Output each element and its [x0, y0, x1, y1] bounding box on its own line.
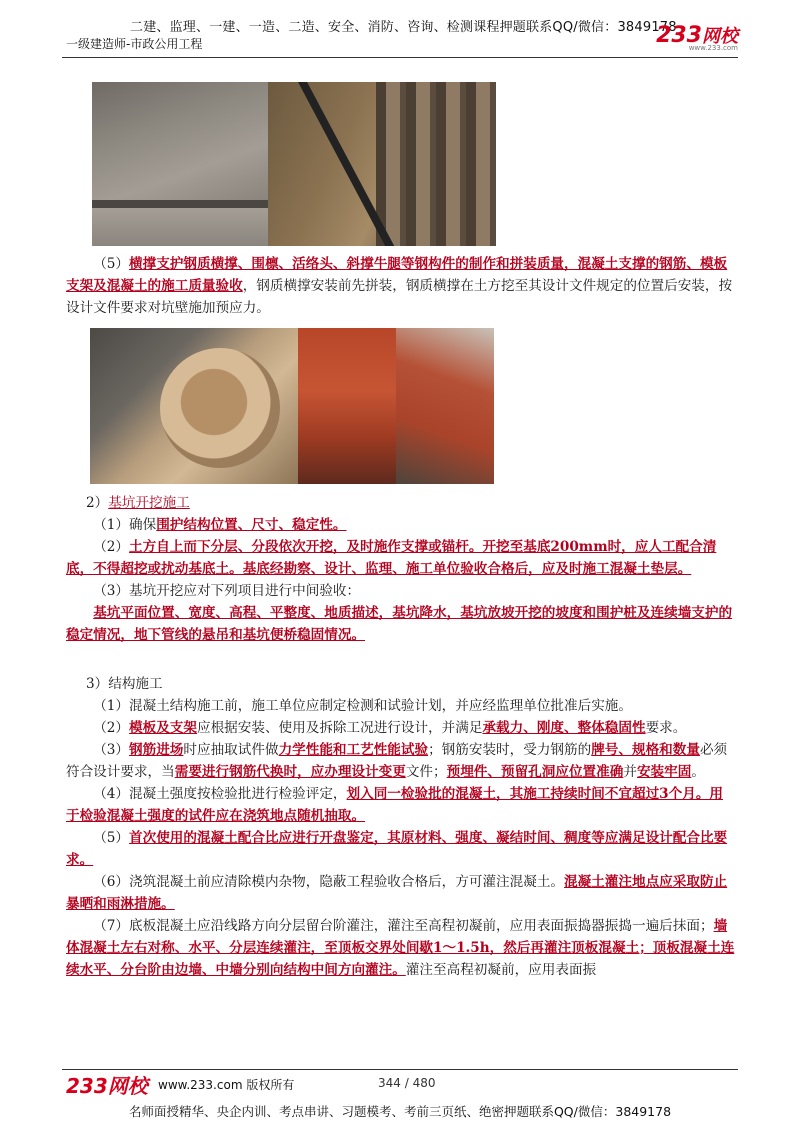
section-structure: [66, 673, 736, 981]
footer-copyright: www.233.com 版权所有: [158, 1078, 295, 1092]
header-top-line: 二建、监理、一建、一造、二造、安全、消防、咨询、检测课程押题联系QQ/微信：3849178: [130, 20, 677, 35]
logo-number: 233: [656, 23, 702, 48]
footer-logo: 233网校: [66, 1074, 148, 1098]
photo-pile-trench: [268, 82, 496, 246]
section-excavation: [66, 492, 736, 646]
list-item: （5）首次使用的混凝土配合比应进行开盘鉴定，其原材料、强度、凝结时间、稠度等应满足设计配合比要求。: [66, 830, 728, 868]
list-item: （2）土方自上而下分层、分段依次开挖，及时施作支撑或锚杆。开挖至基底200mm时，应人工配合清底，不得超挖或扰动基底土。基底经勘察、设计、监理、施工单位验收合格后，应及时施工混凝土垫层。: [66, 539, 717, 577]
header-divider: [62, 57, 738, 58]
footer-divider: [62, 1069, 738, 1070]
list-item: （1）确保围护结构位置、尺寸、稳定性。: [93, 517, 347, 533]
list-item: （3）基坑开挖应对下列项目进行中间验收：: [93, 583, 361, 599]
section-heading: 2）基坑开挖施工: [86, 495, 190, 511]
header-subtitle: 一级建造师-市政公用工程: [66, 37, 203, 51]
highlight-text: 横撑支护钢质横撑、围檩、活络头、斜撑牛腿等钢构件的制作和拼装质量，混凝土支撑的钢筋、模板支架及混凝土的施工质量验收: [66, 256, 728, 294]
photo-pipe-strut: [90, 328, 298, 484]
list-item: 基坑平面位置、宽度、高程、平整度、地质描述，基坑降水，基坑放坡开挖的坡度和围护桩及连续墙支护的稳定情况，地下管线的悬吊和基坑便桥稳固情况。: [66, 605, 733, 643]
footer-promo: 名师面授精华、央企内训、考点串讲、习题模考、考前三页纸、绝密押题联系QQ/微信：3849178: [128, 1104, 672, 1119]
logo-url: www.233.com: [688, 44, 738, 52]
section-heading: 3）结构施工: [86, 676, 163, 692]
logo-text: 网校: [702, 26, 738, 47]
list-item: （2）模板及支架应根据安装、使用及拆除工况进行设计，并满足承载力、刚度、整体稳固性要求。: [93, 720, 687, 736]
list-item: （4）混凝土强度按检验批进行检验评定，划入同一检验批的混凝土，其施工持续时间不宜超过3个月。用于检验混凝土强度的试件应在浇筑地点随机抽取。: [66, 786, 724, 824]
list-item: （6）浇筑混凝土前应清除模内杂物，隐蔽工程验收合格后，方可灌注混凝土。混凝土灌注地点应采取防止暴晒和雨淋措施。: [66, 874, 728, 912]
photo-steel-strut-1: [298, 328, 396, 484]
list-item: （3）钢筋进场时应抽取试件做力学性能和工艺性能试验；钢筋安装时，受力钢筋的牌号、规格和数量必须符合设计要求，当需要进行钢筋代换时，应办理设计变更文件；预埋件、预留孔洞应位置准确并安装牢固。: [66, 742, 728, 780]
list-item: （1）混凝土结构施工前，施工单位应制定检测和试验计划，并应经监理单位批准后实施。: [93, 698, 632, 714]
list-item: （7）底板混凝土应沿线路方向分层留台阶灌注，灌注至高程初凝前，应用表面振捣器振捣一遍后抹面；墙体混凝土左右对称、水平、分层连续灌注，至顶板交界处间歇1～1.5h，然后再灌注顶板混凝土；顶板混凝土连续水平、分台阶由边墙、中墙分别向结构中间方向灌注。灌注至高程初凝前，应用表面振: [66, 918, 735, 978]
paragraph-strut-quality: （5）横撑支护钢质横撑、围檩、活络头、斜撑牛腿等钢构件的制作和拼装质量，混凝土支撑的钢筋、模板支架及混凝土的施工质量验收，钢质横撑安装前先拼装，钢质横撑在土方挖至其设计文件规定的位置后安装，按设计文件要求对坑壁施加预应力。: [66, 256, 733, 316]
photo-steel-strut-2: [396, 328, 494, 484]
photo-concrete-wall: [92, 82, 268, 246]
brand-logo: [656, 22, 738, 52]
page-number: 344 / 480: [378, 1076, 436, 1090]
